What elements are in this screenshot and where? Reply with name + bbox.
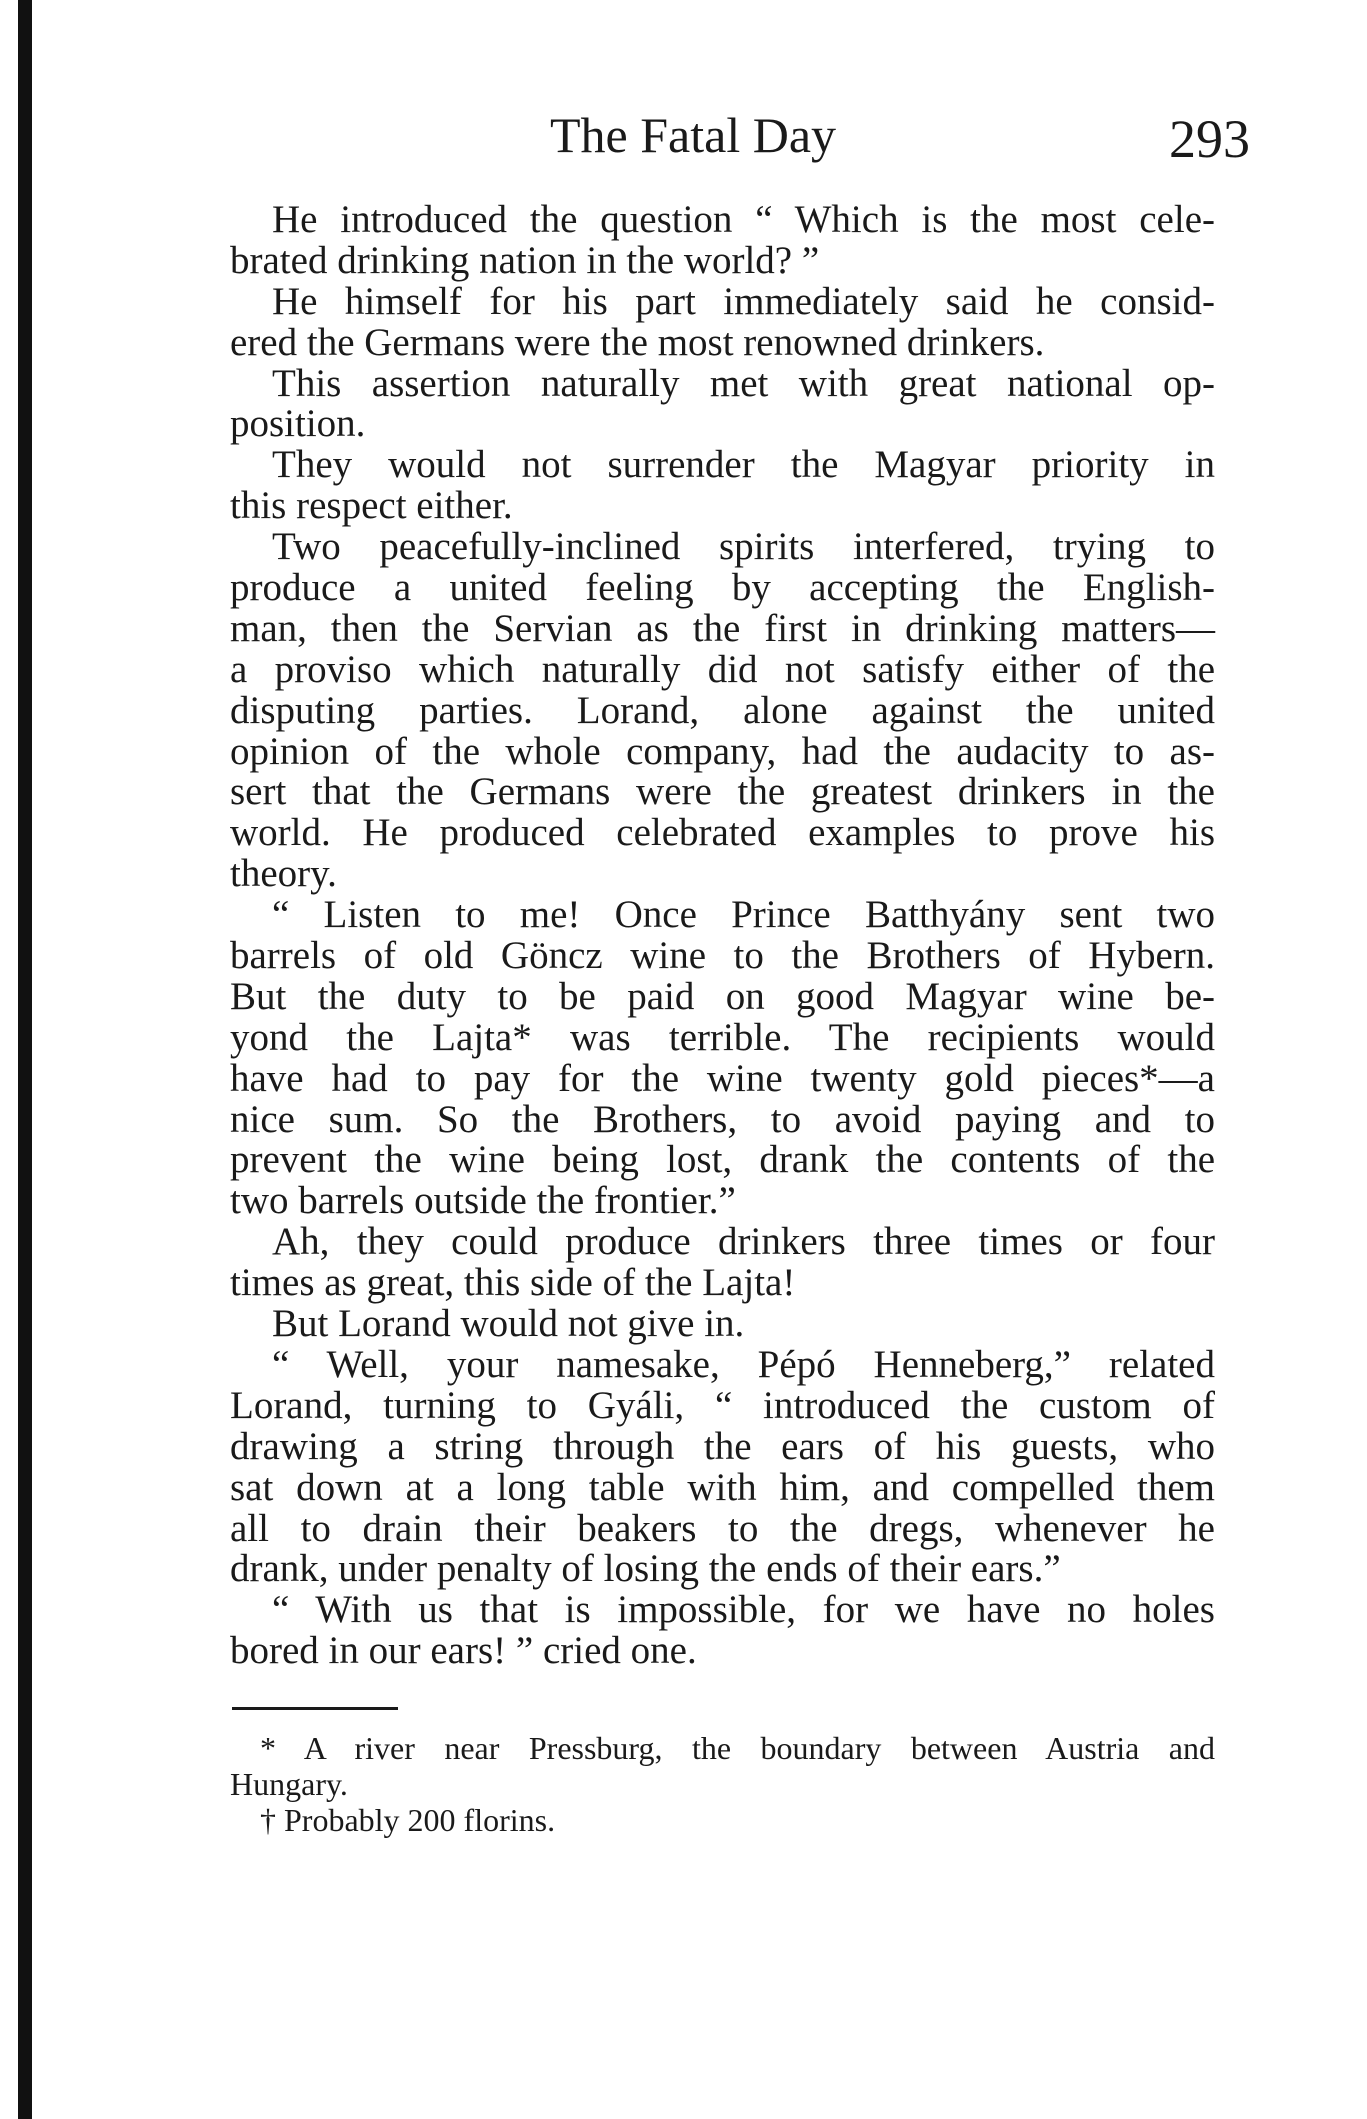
text-line: have had to pay for the wine twenty gold pieces*—a	[230, 1056, 1215, 1100]
text-line: yond the Lajta* was terrible. The recipients would	[230, 1015, 1215, 1059]
footnote-line: Hungary.	[230, 1766, 348, 1802]
text-line: bored in our ears! ” cried one.	[230, 1629, 697, 1673]
text-line: theory.	[230, 852, 337, 896]
text-line: two barrels outside the frontier.”	[230, 1179, 736, 1223]
text-line: man, then the Servian as the first in drinking matters—	[230, 606, 1215, 650]
text-line: ered the Germans were the most renowned drinkers.	[230, 320, 1045, 364]
text-line: But Lorand would not give in.	[272, 1302, 745, 1346]
footnotes	[230, 1730, 1215, 1838]
text-line: a proviso which naturally did not satisfy either of the	[230, 647, 1215, 691]
text-line: “ Listen to me! Once Prince Batthyány sent two	[272, 893, 1215, 937]
text-line: drank, under penalty of losing the ends of their ears.”	[230, 1547, 1061, 1591]
text-line: times as great, this side of the Lajta!	[230, 1261, 796, 1305]
text-line: prevent the wine being lost, drank the contents of the	[230, 1138, 1215, 1182]
text-line: position.	[230, 402, 366, 446]
binding-gutter	[18, 0, 32, 2119]
text-line: opinion of the whole company, had the audacity to as-	[230, 729, 1215, 773]
text-line: Two peacefully-inclined spirits interfered, trying to	[272, 525, 1215, 569]
text-line: brated drinking nation in the world? ”	[230, 238, 820, 282]
text-line: nice sum. So the Brothers, to avoid paying and to	[230, 1097, 1215, 1141]
text-line: But the duty to be paid on good Magyar wine be-	[230, 974, 1215, 1018]
footnote-divider	[232, 1707, 398, 1710]
text-line: sert that the Germans were the greatest drinkers in the	[230, 770, 1215, 814]
text-line: all to drain their beakers to the dregs, whenever he	[230, 1506, 1215, 1550]
text-line: Lorand, turning to Gyáli, “ introduced the custom of	[230, 1383, 1215, 1427]
text-line: disputing parties. Lorand, alone against the united	[230, 688, 1215, 732]
text-line: drawing a string through the ears of his guests, who	[230, 1424, 1215, 1468]
text-line: He introduced the question “ Which is the most cele-	[272, 198, 1215, 241]
text-line: produce a united feeling by accepting the English-	[230, 566, 1215, 610]
text-line: barrels of old Göncz wine to the Brothers of Hybern.	[230, 934, 1215, 978]
body-text	[230, 200, 1215, 1672]
text-line: They would not surrender the Magyar priority in	[272, 443, 1215, 487]
running-title: The Fatal Day	[550, 107, 837, 163]
text-line: “ With us that is impossible, for we have no holes	[272, 1588, 1215, 1632]
footnote-line: † Probably 200 florins.	[260, 1802, 556, 1838]
text-line: He himself for his part immediately said he consid-	[272, 279, 1215, 323]
text-line: sat down at a long table with him, and compelled them	[230, 1465, 1215, 1509]
text-line: This assertion naturally met with great national op-	[272, 361, 1215, 405]
footnote-line: * A river near Pressburg, the boundary between Austria and	[260, 1730, 1215, 1766]
page-number: 293	[1169, 109, 1250, 169]
text-line: this respect either.	[230, 484, 513, 528]
text-line: Ah, they could produce drinkers three times or four	[272, 1220, 1215, 1264]
text-line: “ Well, your namesake, Pépó Henneberg,” related	[272, 1342, 1215, 1386]
text-line: world. He produced celebrated examples to prove his	[230, 811, 1215, 855]
page-header	[550, 100, 1250, 170]
